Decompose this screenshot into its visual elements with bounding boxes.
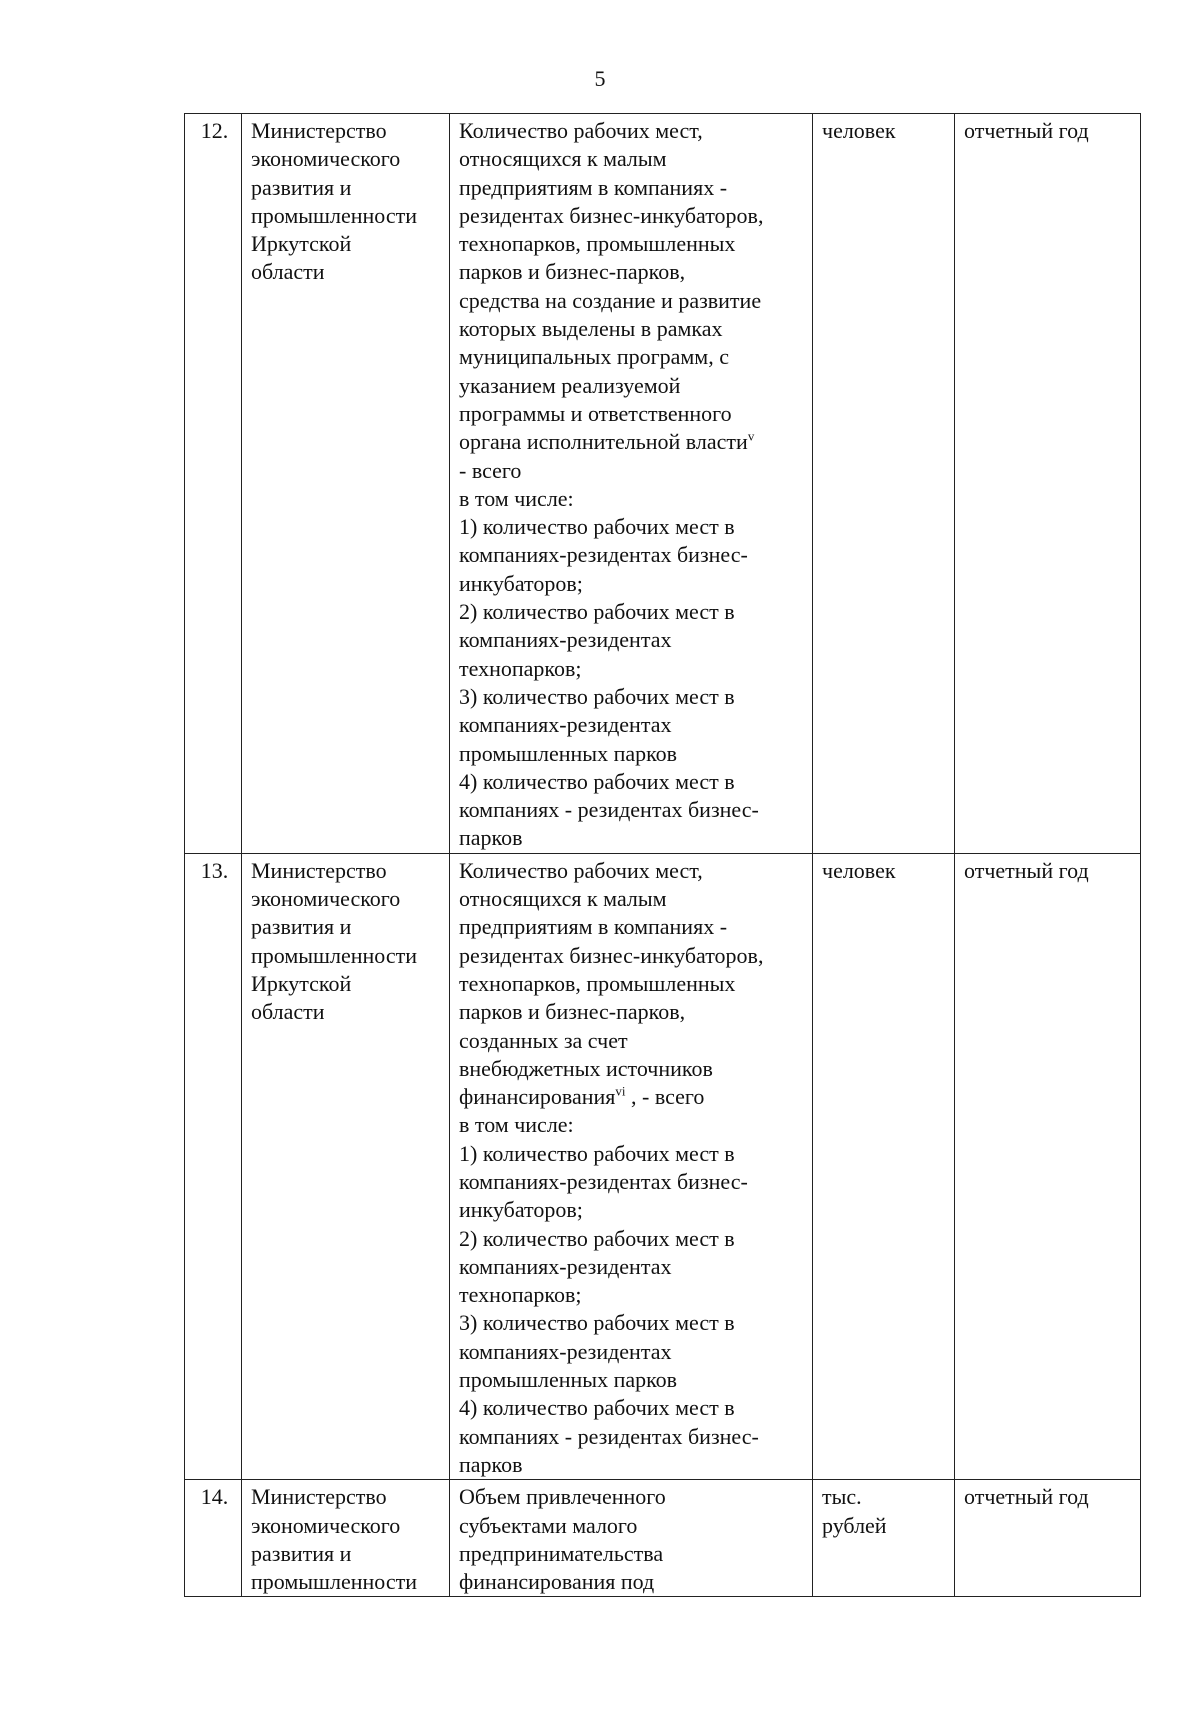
indicator-text: Объем привлеченного субъектами малого предпринимательства финансирования под [459,1484,666,1595]
period-cell: отчетный год [955,853,1141,1480]
indicator-text-continued: - всего в том числе: 1) количество рабочих мест в компаниях-резидентах бизнес- инкубаторов; 2) количество рабочих мест в компаниях-резидентах технопарков; 3) количество рабочих мест в компаниях-резидентах промышленных парков 4) количество рабочих мест в компаниях - резидентах бизнес- парков [459,457,759,851]
indicator-cell [450,114,813,854]
indicator-text: Количество рабочих мест, относящихся к малым предприятиям в компаниях - резидентах бизнес-инкубаторов, технопарков, промышленных парков и бизнес-парков, средства на создание и развитие которых выделены в рамках муниципальных программ, с указанием реализуемой программы и ответственного органа исполнительной власти [459,118,764,455]
unit-cell: тыс. рублей [813,1480,955,1597]
page-number: 5 [594,66,606,91]
indicator-text: Количество рабочих мест, относящихся к малым предприятиям в компаниях - резидентах бизнес-инкубаторов, технопарков, промышленных парков и бизнес-парков, созданных за счет внебюджетных источников финансирования [459,857,764,1110]
footnote-mark: vi [615,1083,626,1099]
organization-cell: Министерство экономического развития и промышленности Иркутской области [242,853,450,1480]
table-row [185,1480,1141,1597]
period-cell: отчетный год [955,1480,1141,1597]
indicator-cell [450,853,813,1480]
row-number: 14. [185,1480,242,1597]
footnote-mark: v [747,428,755,444]
organization-cell: Министерство экономического развития и промышленности [242,1480,450,1597]
organization-cell: Министерство экономического развития и промышленности Иркутской области [242,114,450,854]
table-row [185,114,1141,854]
indicator-text-continued: , - всего в том числе: 1) количество рабочих мест в компаниях-резидентах бизнес- инкубаторов; 2) количество рабочих мест в компаниях-резидентах технопарков; 3) количество рабочих мест в компаниях-резидентах промышленных парков 4) количество рабочих мест в компаниях - резидентах бизнес- парков [459,1084,759,1477]
indicators-table [184,113,1141,1597]
period-cell: отчетный год [955,114,1141,854]
indicator-cell [450,1480,813,1597]
unit-cell: человек [813,853,955,1480]
unit-cell: человек [813,114,955,854]
row-number: 12. [185,114,242,854]
table-row [185,853,1141,1480]
row-number: 13. [185,853,242,1480]
